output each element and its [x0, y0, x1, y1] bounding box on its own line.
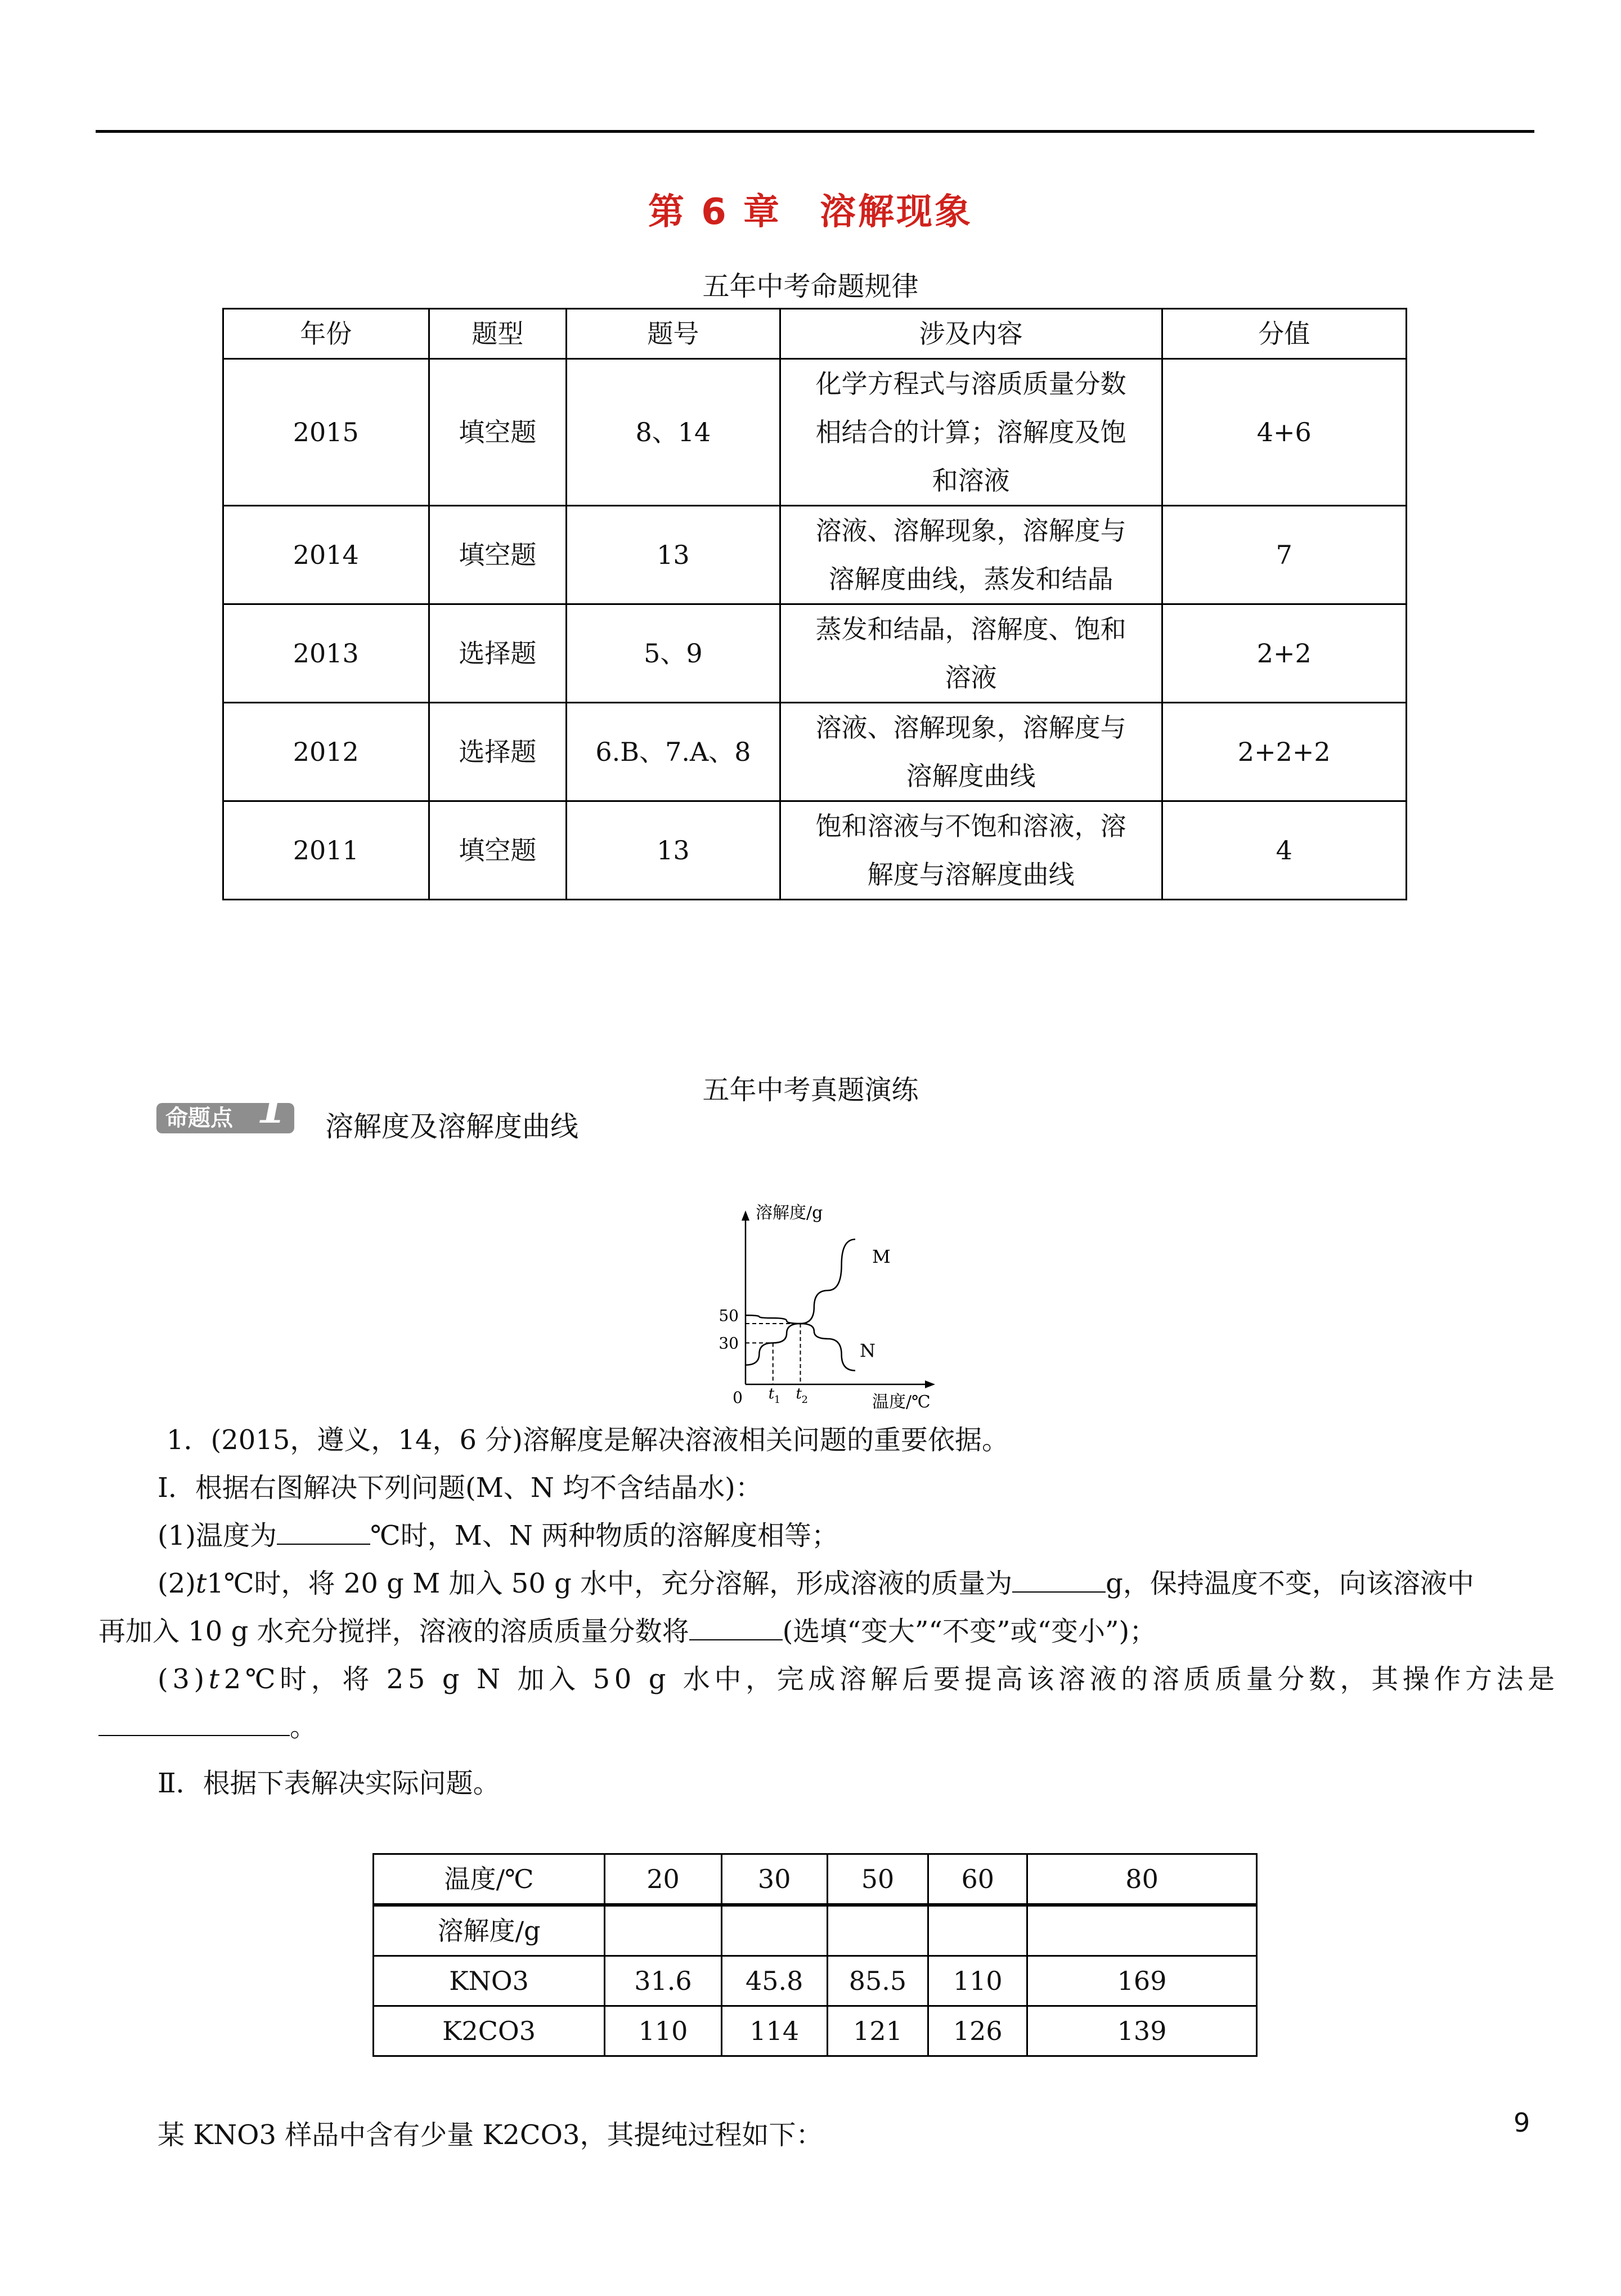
cell-year: 2012 — [223, 703, 429, 801]
y-axis-label: 溶解度/g — [756, 1203, 823, 1223]
cell-empty — [605, 1906, 722, 1956]
table-header-row — [223, 309, 1407, 359]
table-header-row — [374, 1854, 1257, 1904]
content-line: 相结合的计算；溶解度及饱 — [815, 417, 1126, 447]
cell-value: 110 — [605, 2006, 722, 2056]
x-tick-label-t2: t — [796, 1385, 802, 1402]
q3-prefix: (3) — [158, 1663, 209, 1695]
curve-label-N: N — [860, 1339, 875, 1361]
cell-number: 8、14 — [567, 359, 780, 506]
header-temperature: 温度/℃ — [374, 1854, 605, 1904]
q2-text: 1℃时，将 20 g M 加入 50 g 水中，充分溶解，形成溶液的质量为 — [206, 1568, 1013, 1599]
content-line: 溶解度曲线 — [906, 761, 1036, 791]
table-row — [223, 506, 1407, 604]
cell-content — [780, 604, 1162, 703]
question-part-ii: Ⅱ．根据下表解决实际问题。 — [158, 1768, 500, 1799]
cell-year: 2014 — [223, 506, 429, 604]
header-60: 60 — [928, 1854, 1027, 1904]
question-part-i: Ⅰ．根据右图解决下列问题(M、N 均不含结晶水)： — [158, 1472, 762, 1504]
x-axis-arrow — [925, 1380, 935, 1388]
cell-year: 2013 — [223, 604, 429, 703]
cell-value: 31.6 — [605, 1956, 722, 2006]
header-rule — [96, 130, 1534, 133]
x-tick-label-t1: t — [768, 1385, 775, 1402]
cell-number: 13 — [567, 506, 780, 604]
cell-score: 4+6 — [1162, 359, 1407, 506]
cell-number: 13 — [567, 801, 780, 900]
cell-score: 2+2 — [1162, 604, 1407, 703]
cell-type: 选择题 — [429, 604, 567, 703]
practice-heading: 五年中考真题演练 — [702, 1074, 919, 1106]
content-line: 化学方程式与溶质质量分数 — [815, 369, 1126, 399]
topic-badge-label: 命题点 — [165, 1105, 233, 1131]
answer-blank-4[interactable] — [98, 1708, 290, 1736]
header-30: 30 — [721, 1854, 827, 1904]
question-intro: 1．(2015，遵义，14，6 分)溶解度是解决溶液相关问题的重要依据。 — [167, 1424, 1009, 1456]
curve-label-M: M — [872, 1246, 891, 1267]
cell-value: 45.8 — [721, 1956, 827, 2006]
cell-empty — [928, 1906, 1027, 1956]
cell-value: 169 — [1027, 1956, 1257, 2006]
content-line: 蒸发和结晶，溶解度、饱和 — [815, 614, 1126, 644]
cell-value: 85.5 — [827, 1956, 928, 2006]
page-number: 9 — [1514, 2107, 1530, 2138]
solubility-table — [372, 1853, 1258, 2057]
table-row — [223, 359, 1407, 506]
cell-content — [780, 801, 1162, 900]
topic-badge-number: 1 — [257, 1082, 288, 1133]
table-row — [223, 604, 1407, 703]
x-tick-sub-t2: 2 — [801, 1394, 808, 1406]
cell-content — [780, 359, 1162, 506]
cell-year: 2011 — [223, 801, 429, 900]
cell-content — [780, 703, 1162, 801]
chapter-title: 第 6 章 溶解现象 — [648, 191, 973, 233]
cell-number: 5、9 — [567, 604, 780, 703]
q2-line2-end: (选填“变大”“不变”或“变小”)； — [782, 1616, 1157, 1647]
table-row — [223, 703, 1407, 801]
content-line: 溶液、溶解现象，溶解度与 — [815, 515, 1126, 546]
cell-value: 139 — [1027, 2006, 1257, 2056]
after-table-text: 某 KNO3 样品中含有少量 K2CO3，其提纯过程如下： — [158, 2119, 823, 2151]
table-row — [374, 2006, 1257, 2056]
cell-type: 选择题 — [429, 703, 567, 801]
header-content: 涉及内容 — [780, 309, 1162, 359]
q3-text: 2℃时，将 25 g N 加入 50 g 水中，完成溶解后要提高该溶液的溶质质量分数，其操作方法是 — [223, 1663, 1559, 1695]
cell-type: 填空题 — [429, 506, 567, 604]
q1-prefix: (1)温度为 — [158, 1520, 277, 1551]
cell-substance: K2CO3 — [374, 2006, 605, 2056]
q3-t-symbol: t — [208, 1663, 224, 1695]
answer-blank-2[interactable] — [1012, 1564, 1106, 1593]
cell-score: 4 — [1162, 801, 1407, 900]
topic-badge — [156, 1082, 294, 1133]
content-line: 溶液 — [945, 662, 997, 693]
cell-year: 2015 — [223, 359, 429, 506]
question-part-2-line2 — [98, 1609, 1156, 1648]
header-number: 题号 — [567, 309, 780, 359]
q2-prefix: (2) — [158, 1568, 196, 1599]
answer-blank-1[interactable] — [277, 1517, 370, 1545]
y-tick-label: 50 — [719, 1306, 739, 1325]
q2-text-cont: g，保持温度不变，向该溶液中 — [1106, 1568, 1474, 1599]
question-part-2 — [158, 1562, 1474, 1600]
header-50: 50 — [827, 1854, 928, 1904]
cell-empty — [827, 1906, 928, 1956]
content-line: 溶液、溶解现象，溶解度与 — [815, 712, 1126, 743]
cell-value: 126 — [928, 2006, 1027, 2056]
table-row-label — [374, 1906, 1257, 1956]
cell-number: 6.B、7.A、8 — [567, 703, 780, 801]
cell-value: 114 — [721, 2006, 827, 2056]
cell-empty — [1027, 1906, 1257, 1956]
x-tick-sub-t1: 1 — [774, 1394, 781, 1406]
rules-heading: 五年中考命题规律 — [702, 271, 919, 302]
cell-empty — [721, 1906, 827, 1956]
cell-value: 121 — [827, 2006, 928, 2056]
header-score: 分值 — [1162, 309, 1407, 359]
table-row — [223, 801, 1407, 900]
solubility-curve-chart — [706, 1201, 987, 1415]
q1-suffix: ℃时，M、N 两种物质的溶解度相等； — [370, 1520, 839, 1551]
question-part-1 — [158, 1514, 838, 1553]
header-80: 80 — [1027, 1854, 1257, 1904]
cell-value: 110 — [928, 1956, 1027, 2006]
topic-title: 溶解度及溶解度曲线 — [325, 1110, 578, 1143]
cell-content — [780, 506, 1162, 604]
table-row — [374, 1956, 1257, 2006]
answer-blank-3[interactable] — [689, 1612, 783, 1640]
content-line: 溶解度曲线，蒸发和结晶 — [828, 564, 1113, 594]
y-axis-arrow — [742, 1210, 749, 1221]
y-tick-label: 30 — [719, 1334, 739, 1353]
exam-rules-table — [222, 308, 1407, 900]
cell-substance: KNO3 — [374, 1956, 605, 2006]
content-line: 解度与溶解度曲线 — [867, 859, 1075, 890]
header-type: 题型 — [429, 309, 567, 359]
cell-type: 填空题 — [429, 359, 567, 506]
origin-label: 0 — [733, 1388, 743, 1407]
cell-score: 7 — [1162, 506, 1407, 604]
chart-layer — [719, 1203, 935, 1412]
q2-line2-text: 再加入 10 g 水充分搅拌，溶液的溶质质量分数将 — [98, 1616, 689, 1647]
content-line: 和溶液 — [932, 465, 1010, 496]
header-year: 年份 — [223, 309, 429, 359]
q2-t-symbol: t — [196, 1568, 207, 1599]
question-part-3 — [158, 1657, 1559, 1696]
cell-type: 填空题 — [429, 801, 567, 900]
x-axis-label: 温度/℃ — [872, 1392, 931, 1412]
content-line: 饱和溶液与不饱和溶液，溶 — [815, 811, 1126, 841]
cell-solubility-label: 溶解度/g — [374, 1906, 605, 1956]
header-20: 20 — [605, 1854, 722, 1904]
q3-end: 。 — [290, 1711, 317, 1743]
cell-score: 2+2+2 — [1162, 703, 1407, 801]
question-part-3-line2 — [98, 1705, 317, 1744]
